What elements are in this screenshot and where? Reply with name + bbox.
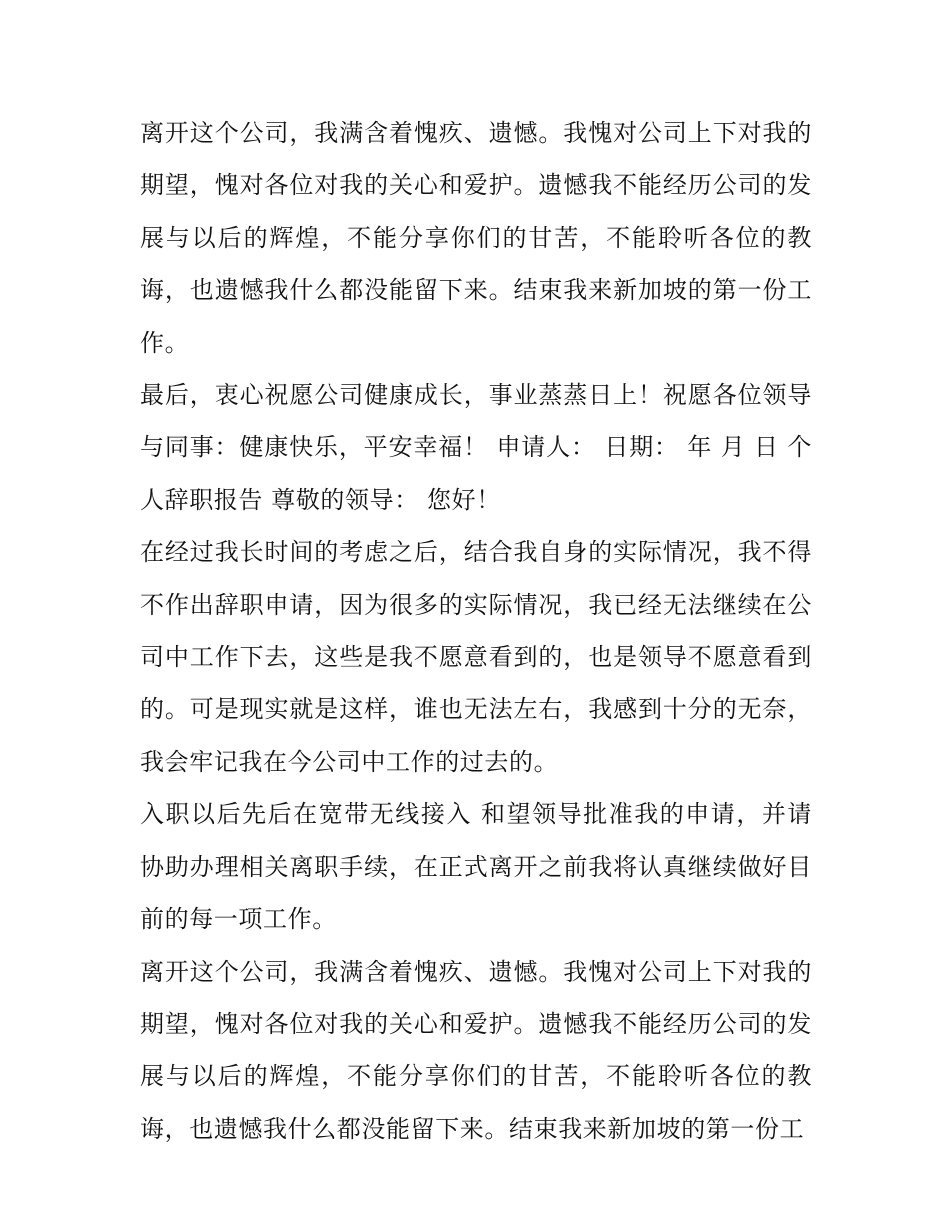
paragraph-farewell-regret: 离开这个公司，我满含着愧疚、遗憾。我愧对公司上下对我的期望，愧对各位对我的关心和爱护。遗憾我不能经历公司的发展与以后的辉煌，不能分享你们的甘苦，不能聆听各位的教诲，也遗憾我什么都没能留下来。结束我来新加坡的第一份工作。 <box>140 119 812 357</box>
paragraph-closing-wishes: 最后，衷心祝愿公司健康成长，事业蒸蒸日上！祝愿各位领导与同事：健康快乐，平安幸福！ 申请人： 日期： 年 月 日 个人辞职报告 尊敬的领导： 您好！ <box>140 381 812 514</box>
paragraph-farewell-regret-repeat: 离开这个公司，我满含着愧疚、遗憾。我愧对公司上下对我的期望，愧对各位对我的关心和爱护。遗憾我不能经历公司的发展与以后的辉煌，不能分享你们的甘苦，不能聆听各位的教诲，也遗憾我什么都没能留下来。结束我来新加坡的第一份工 <box>140 957 812 1143</box>
paragraph-resignation-reason: 在经过我长时间的考虑之后，结合我自身的实际情况，我不得不作出辞职申请，因为很多的实际情况，我已经无法继续在公司中工作下去，这些是我不愿意看到的，也是领导不愿意看到的。可是现实就是这样，谁也无法左右，我感到十分的无奈，我会牢记我在今公司中工作的过去的。 <box>140 538 812 776</box>
paragraph-request-approval: 入职以后先后在宽带无线接入 和望领导批准我的申请，并请协助办理相关离职手续，在正式离开之前我将认真继续做好目前的每一项工作。 <box>140 800 812 934</box>
document-body <box>140 107 812 1155</box>
